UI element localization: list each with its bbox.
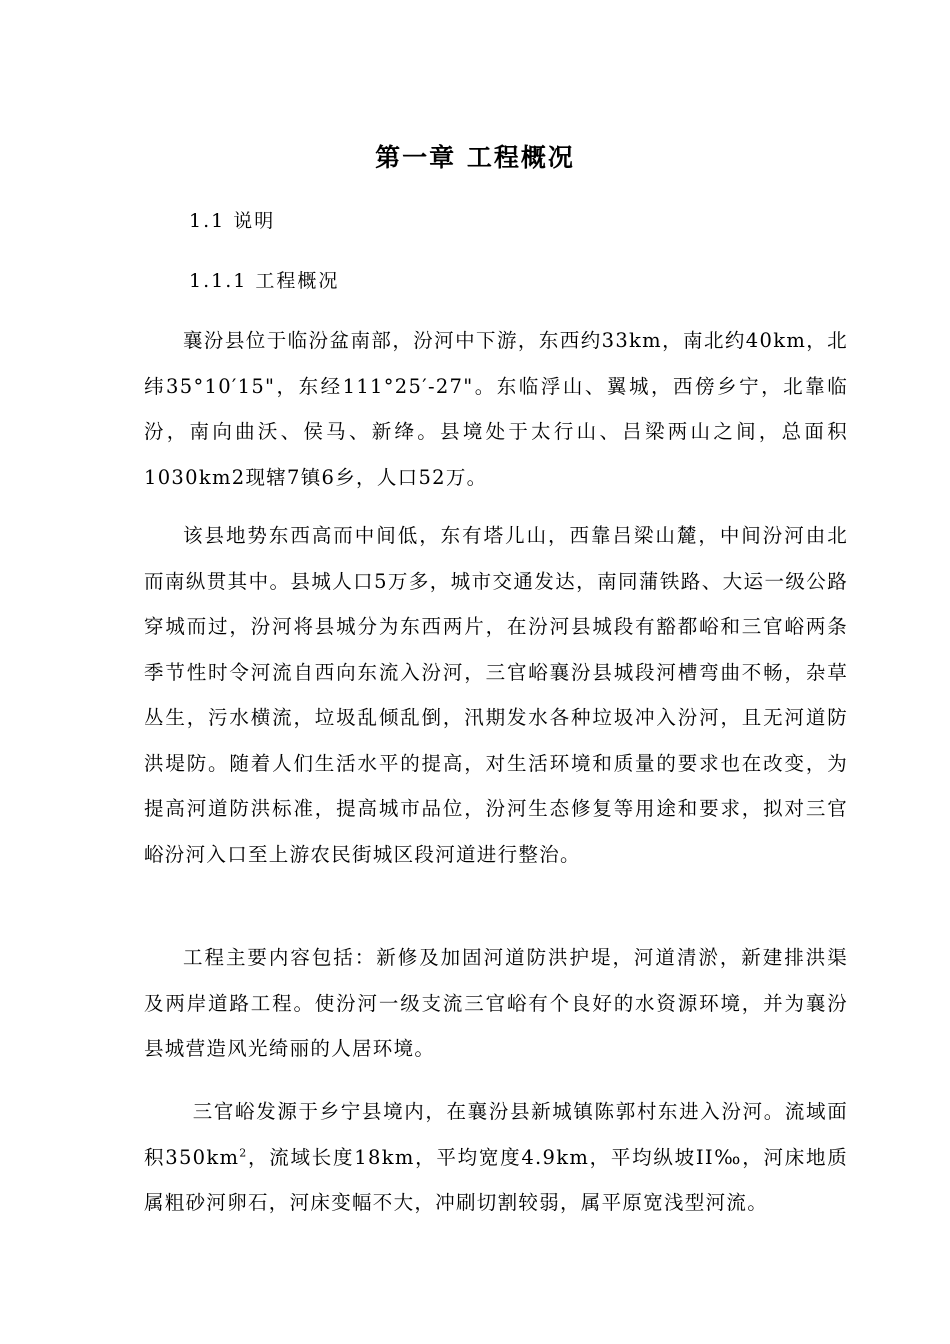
paragraph-location: 襄汾县位于临汾盆南部，汾河中下游，东西约33km，南北约40km，北纬35°10′15"，东经111°25′-27"。东临浮山、翼城，西傍乡宁，北靠临汾，南向曲沃、侯马、新绛。县境处于太行山、吕梁两山之间，总面积1030km2现辖7镇6乡，人口52万。 bbox=[144, 329, 848, 489]
paragraph-river-source bbox=[144, 1089, 848, 1226]
superscript-two: 2 bbox=[239, 1146, 248, 1159]
subsection-heading: 1.1.1 工程概况 bbox=[189, 270, 340, 292]
paragraph-terrain: 该县地势东西高而中间低，东有塔儿山，西靠吕梁山麓，中间汾河由北而南纵贯其中。县城人口5万多，城市交通发达，南同蒲铁路、大运一级公路穿城而过，汾河将县城分为东西两片，在汾河县城段有豁都峪和三官峪两条季节性时令河流自西向东流入汾河，三官峪襄汾县城段河槽弯曲不畅，杂草丛生，污水横流，垃圾乱倾乱倒，汛期发水各种垃圾冲入汾河，且无河道防洪堤防。随着人们生活水平的提高，对生活环境和质量的要求也在改变，为提高河道防洪标准，提高城市品位，汾河生态修复等用途和要求，拟对三官峪汾河入口至上游农民街城区段河道进行整治。 bbox=[144, 524, 848, 866]
paragraph-river-source-part2: ，流域长度18km，平均宽度4.9km，平均纵坡II‰，河床地质属粗砂河卵石，河床变幅不大，冲刷切割较弱，属平原宽浅型河流。 bbox=[144, 1145, 849, 1214]
section-heading: 1.1 说明 bbox=[189, 210, 276, 232]
paragraph-river-source-part1: 三官峪发源于乡宁县境内，在襄汾县新城镇陈郭村东进入汾河。流域面积350km bbox=[144, 1100, 848, 1169]
chapter-title: 第一章 工程概况 bbox=[375, 143, 575, 172]
paragraph-project-content: 工程主要内容包括：新修及加固河道防洪护堤，河道清淤，新建排洪渠及两岸道路工程。使汾河一级支流三官峪有个良好的水资源环境，并为襄汾县城营造风光绮丽的人居环境。 bbox=[144, 946, 848, 1060]
